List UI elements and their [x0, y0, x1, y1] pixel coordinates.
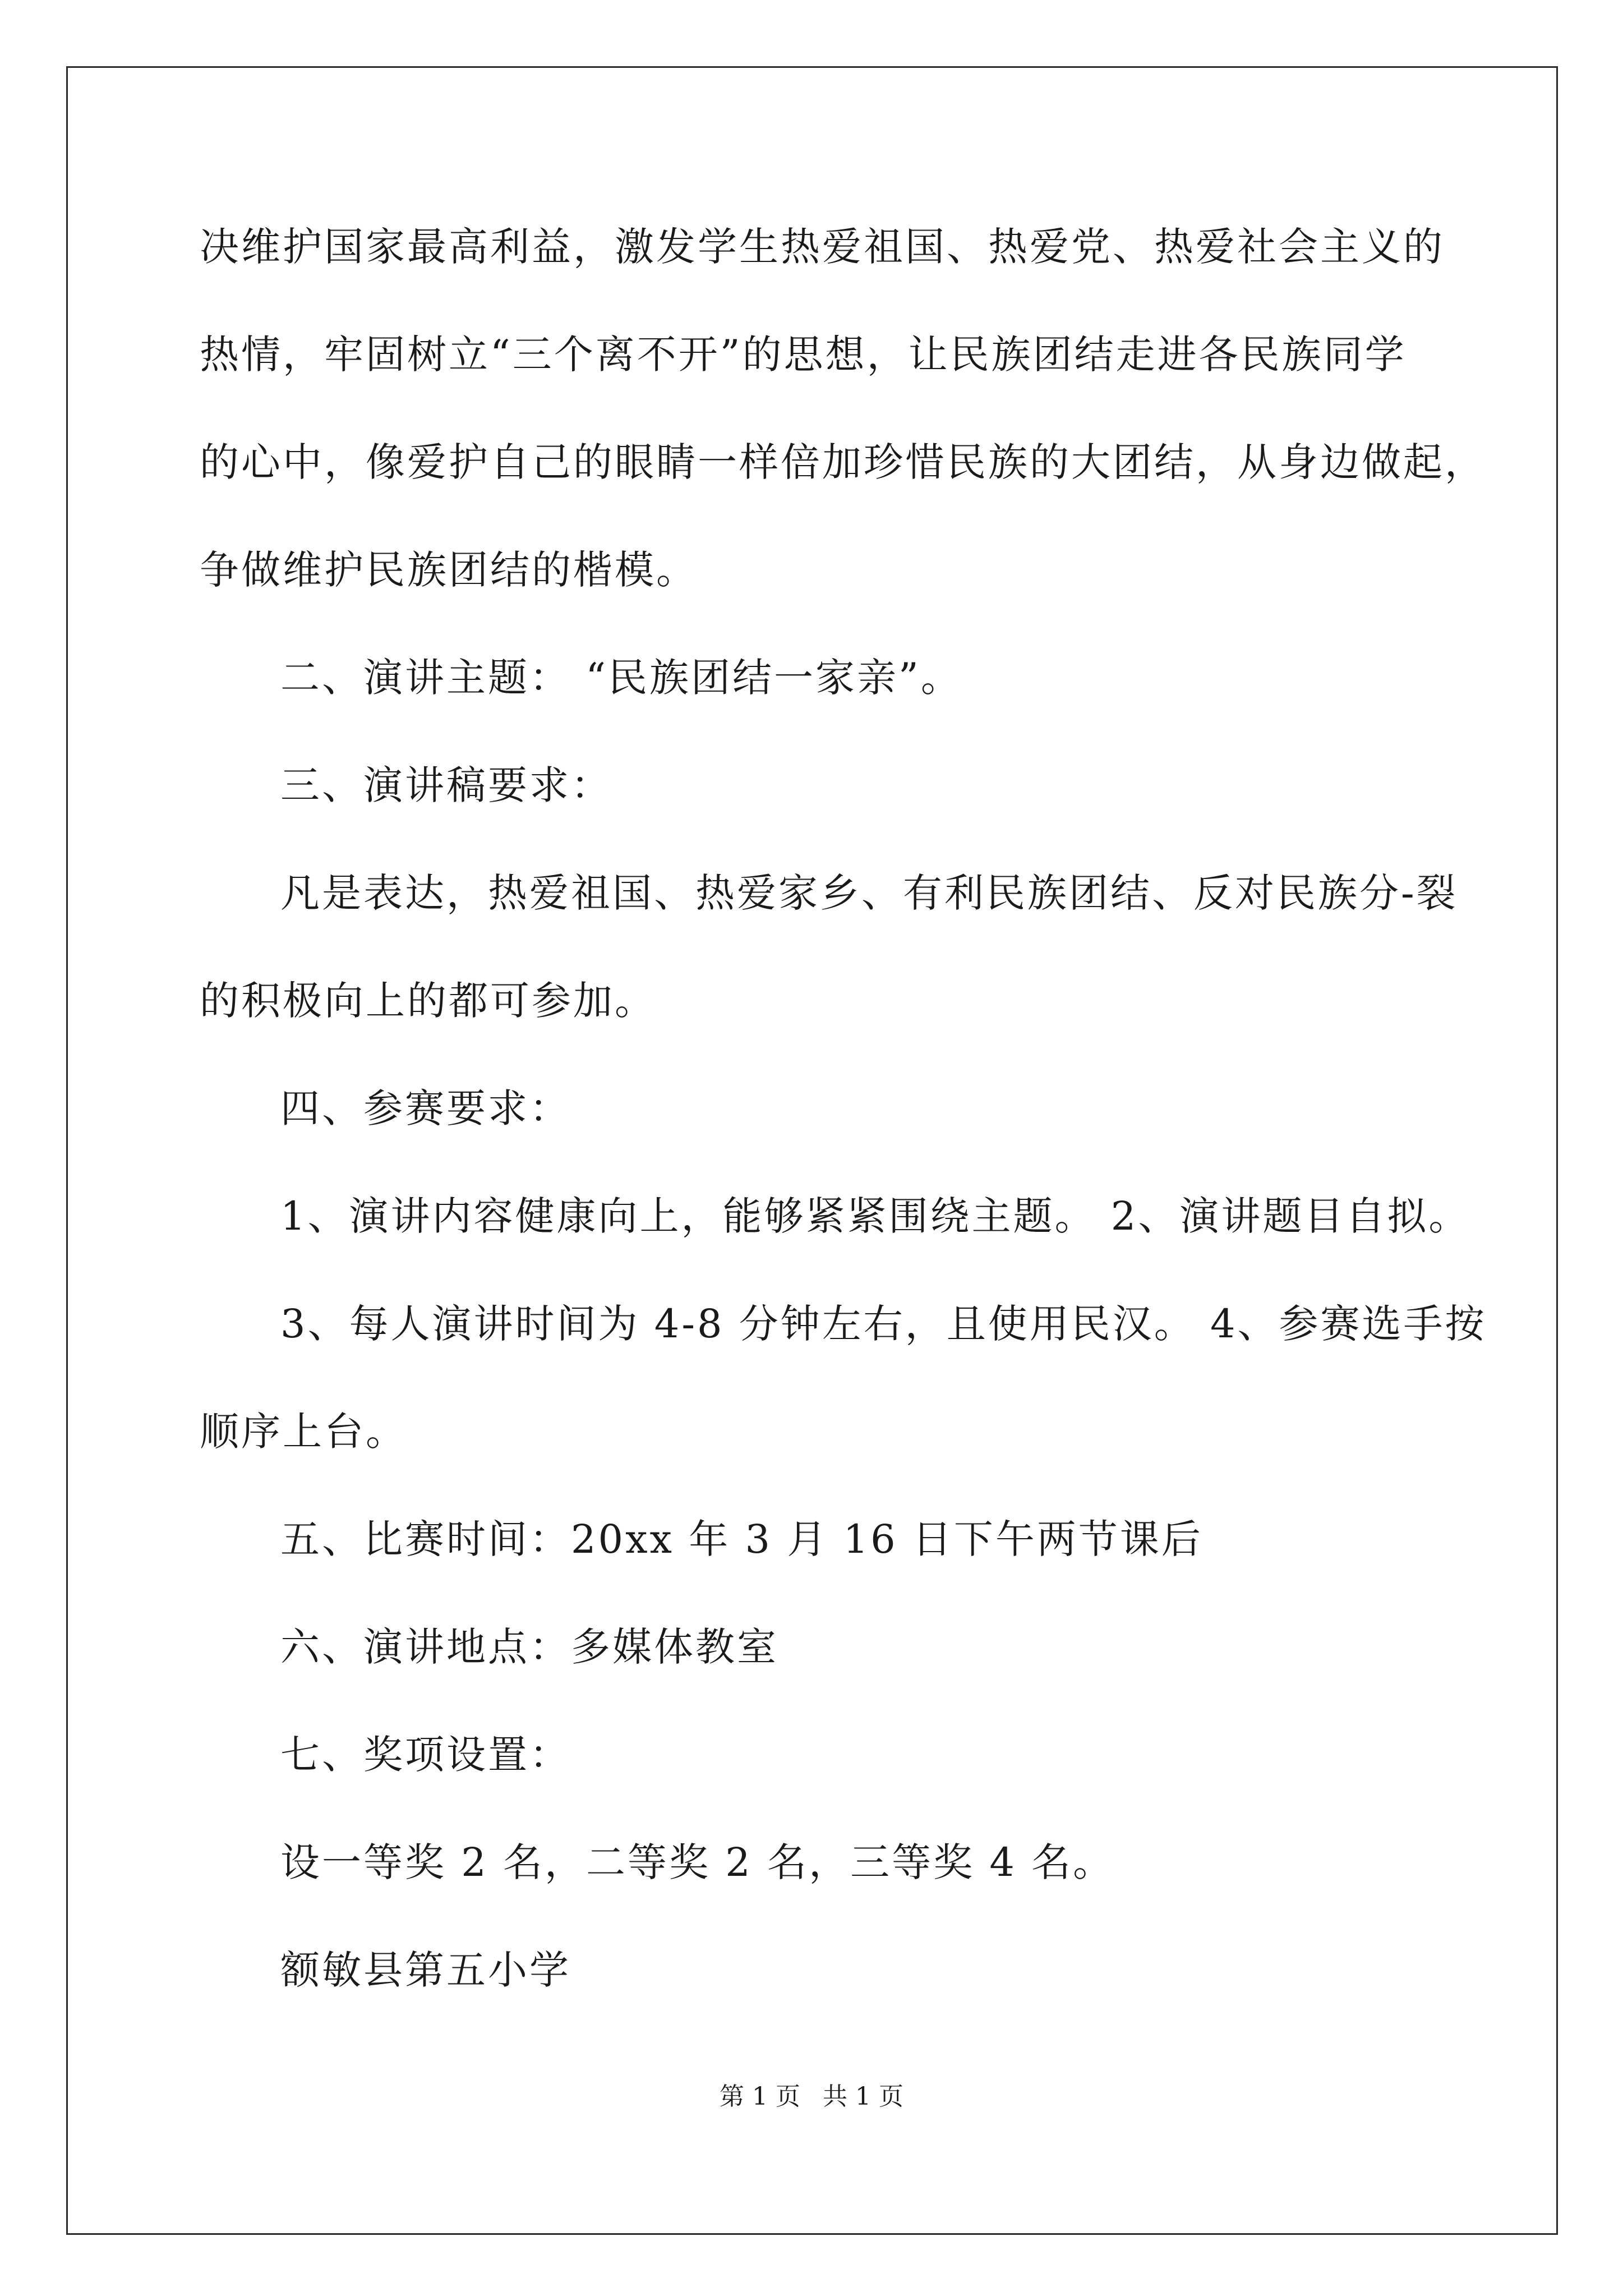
paragraph-1-line-3: 的心中，像爱护自己的眼睛一样倍加珍惜民族的大团结，从身边做起，: [200, 439, 1486, 485]
page-frame: [66, 66, 1558, 2235]
section-2-heading: 二、演讲主题： “民族团结一家亲”。: [280, 655, 962, 701]
section-5-heading: 五、比赛时间：20xx 年 3 月 16 日下午两节课后: [280, 1516, 1203, 1562]
page-number-current: 第 1 页: [720, 2082, 800, 2111]
section-7-heading: 七、奖项设置：: [280, 1732, 571, 1778]
page-footer: [0, 2080, 1623, 2114]
paragraph-1-line-2: 热情，牢固树立“三个离不开”的思想，让民族团结走进各民族同学: [200, 332, 1407, 378]
requirements-line-2: 3、每人演讲时间为 4-8 分钟左右，且使用民汉。 4、参赛选手按: [280, 1301, 1487, 1347]
paragraph-1-line-1: 决维护国家最高利益，激发学生热爱祖国、热爱党、热爱社会主义的: [200, 224, 1445, 270]
requirements-line-1: 1、演讲内容健康向上，能够紧紧围绕主题。 2、演讲题目自拟。: [280, 1193, 1470, 1239]
section-4-heading: 四、参赛要求：: [280, 1085, 571, 1131]
section-3-body-line-2: 的积极向上的都可参加。: [200, 978, 656, 1024]
paragraph-1-line-4: 争做维护民族团结的楷模。: [200, 547, 698, 593]
section-3-body-line-1: 凡是表达，热爱祖国、热爱家乡、有利民族团结、反对民族分-裂: [280, 870, 1458, 916]
section-3-heading: 三、演讲稿要求：: [280, 762, 612, 808]
page-number-total: 共 1 页: [823, 2082, 903, 2111]
requirements-line-3: 顺序上台。: [200, 1409, 407, 1455]
signature-text: 额敏县第五小学: [280, 1947, 571, 1993]
section-6-heading: 六、演讲地点：多媒体教室: [280, 1624, 778, 1670]
awards-text: 设一等奖 2 名，二等奖 2 名，三等奖 4 名。: [280, 1839, 1115, 1885]
